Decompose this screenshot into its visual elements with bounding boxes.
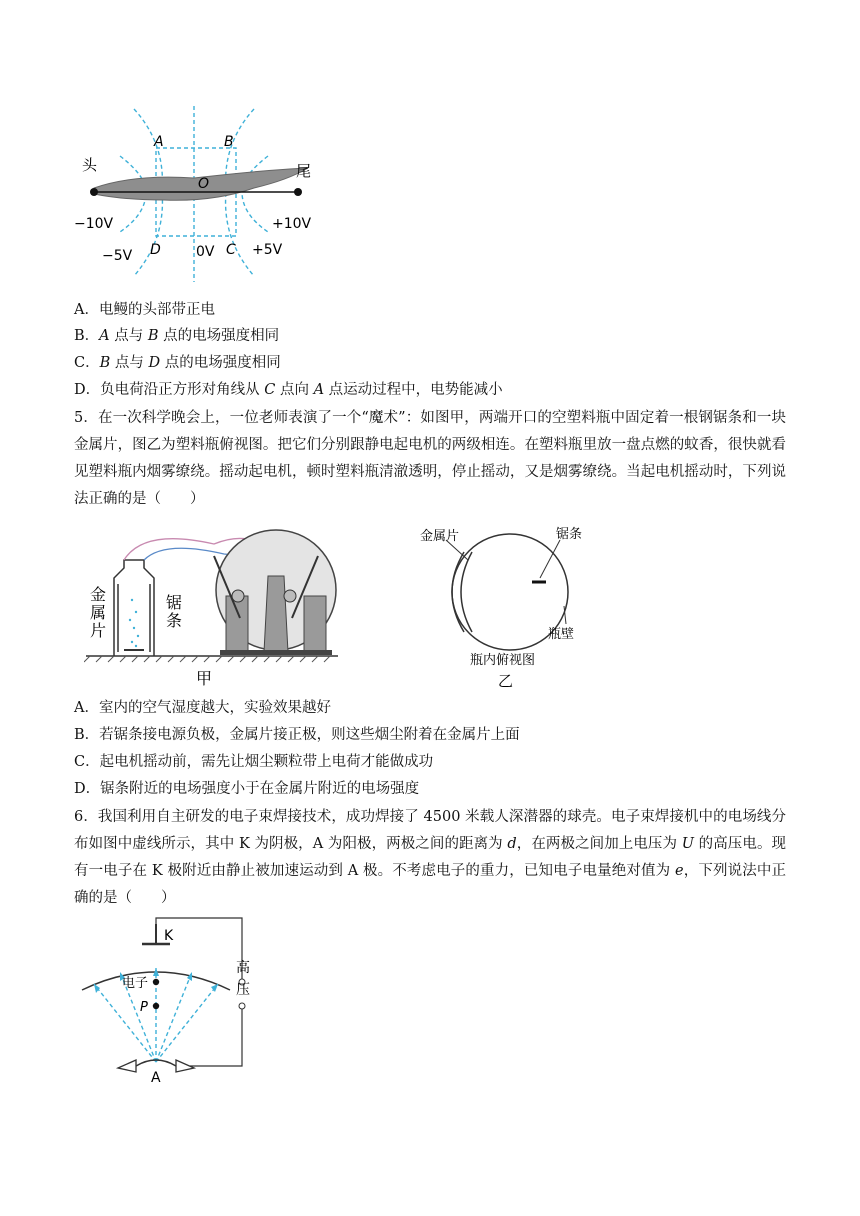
q5-option-d: D．锯条附近的电场强度小于在金属片附近的电场强度 [74, 781, 420, 797]
point-P-label: P [140, 1000, 148, 1015]
jia-saw-label-1: 锯 [166, 593, 183, 612]
electron-label: 电子 [122, 976, 149, 991]
yi-saw-label: 锯条 [556, 527, 583, 542]
q4-option-b [74, 326, 279, 346]
point-B-label: B [224, 134, 234, 150]
q4-option-b-A: A [99, 328, 110, 344]
electron-beam-svg [74, 910, 264, 1085]
jia-caption: 甲 [196, 669, 213, 688]
point-A-label: A [154, 134, 164, 150]
q5-option-b: B．若锯条接电源负极，金属片接正极，则这些烟尘附着在金属片上面 [74, 727, 520, 743]
jia-metal-label-2: 属 [90, 603, 107, 622]
q4-option-c-prefix: C． [74, 355, 100, 371]
q5-option-a: A．室内的空气湿度越大，实验效果越好 [74, 700, 331, 716]
potential-plus5-label: +5V [252, 242, 283, 258]
yi-inner-label: 瓶内俯视图 [470, 653, 536, 668]
q4-option-c-suffix: 点的电场强度相同 [160, 355, 281, 371]
anode-A-label: A [151, 1070, 161, 1085]
q6-stem-part-a: 6．我国利用自主研发的电子束焊接技术，成功焊接了 4500 米载人深潜器的球壳。电子束焊接机中的电场线分布如图中虚线所示，其中 K 为阴极，A 为阳极，两极之间的距离为 [74, 809, 786, 852]
potential-plus10-label: +10V [272, 216, 312, 232]
q4-option-c [74, 353, 281, 373]
tail-label: 尾 [296, 162, 312, 180]
q6-stem-part-c: 的高压电。现有一电子在 K 极附近由静止被加速运动到 A 极。不考虑电子的重力，已知电子电量绝对值为 [74, 836, 787, 879]
yi-wall-label: 瓶壁 [548, 627, 575, 642]
q6-stem [74, 804, 786, 912]
q4-option-b-prefix: B． [74, 328, 100, 344]
q4-option-c-D: D [148, 355, 161, 371]
q6-stem-part-b: ，在两极之间加上电压为 [516, 836, 682, 852]
q4-option-d [74, 380, 503, 400]
q4-option-b-mid: 点与 [109, 328, 148, 344]
potential-minus5-label: −5V [102, 248, 133, 264]
fig-jia-svg [84, 520, 344, 690]
q6-stem-part-d: ，下列说法中正确的是（ ） [74, 863, 786, 906]
cathode-K-label: K [164, 928, 174, 944]
jia-metal-label-3: 片 [90, 621, 107, 640]
point-O-label: O [198, 176, 210, 192]
eel-field-figure [74, 104, 334, 284]
yi-metal-label: 金属片 [420, 529, 460, 544]
q6-stem-e: e [674, 863, 684, 879]
q4-option-d-C: C [264, 382, 276, 398]
q6-stem-d: d [507, 836, 517, 852]
q4-option-d-mid: 点向 [275, 382, 314, 398]
high-voltage-label-1: 高 [236, 960, 250, 976]
q6-stem-U: U [681, 836, 694, 852]
q5-stem: 5．在一次科学晚会上，一位老师表演了一个“魔术”：如图甲，两端开口的空塑料瓶中固定着一根钢锯条和一块金属片，图乙为塑料瓶俯视图。把它们分别跟静电起电机的两级相连。在塑料瓶里放一盘点燃的蚊香，很快就看见塑料瓶内烟雾缭绕。摇动起电机，顿时塑料瓶清澈透明，停止摇动，又是烟雾缭绕。当起电机摇动时，下列说法正确的是（ ） [74, 410, 786, 507]
high-voltage-label-2: 压 [236, 982, 250, 998]
head-label: 头 [82, 156, 98, 174]
electron-beam-figure [74, 910, 264, 1085]
jia-saw-label-2: 条 [166, 611, 183, 630]
q4-option-d-prefix: D．负电荷沿正方形对角线从 [74, 382, 265, 398]
q4-option-d-suffix: 点运动过程中，电势能减小 [324, 382, 503, 398]
point-C-label: C [226, 242, 236, 258]
potential-zero-label: 0V [196, 244, 215, 260]
point-D-label: D [150, 242, 161, 258]
q4-option-c-B: B [99, 355, 111, 371]
yi-caption: 乙 [498, 672, 514, 690]
fig-jia [84, 520, 344, 690]
q5-option-c: C．起电机摇动前，需先让烟尘颗粒带上电荷才能做成功 [74, 754, 434, 770]
q4-option-d-A: A [313, 382, 325, 398]
q4-option-b-suffix: 点的电场强度相同 [158, 328, 280, 344]
q4-option-a: A．电鳗的头部带正电 [74, 302, 215, 318]
jia-metal-label-1: 金 [90, 585, 107, 604]
eel-field-svg [74, 104, 334, 284]
fig-yi-svg [410, 520, 610, 690]
fig-yi [410, 520, 610, 690]
q4-option-c-mid: 点与 [110, 355, 149, 371]
potential-minus10-label: −10V [74, 216, 114, 232]
q4-option-b-B: B [147, 328, 159, 344]
